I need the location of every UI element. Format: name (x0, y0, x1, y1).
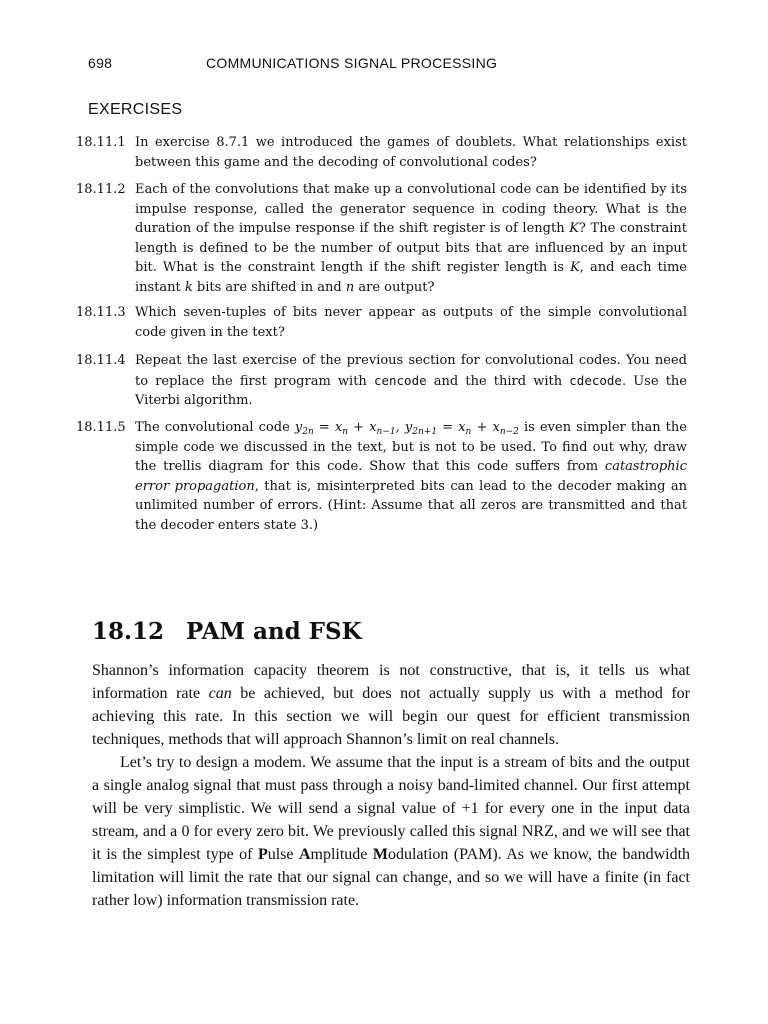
convolutional-code-equation (295, 420, 519, 435)
bold-initial: M (372, 846, 388, 863)
program-name-cencode: cencode (373, 372, 427, 388)
section-body (92, 659, 690, 912)
eq-subscript: n−1 (376, 427, 396, 437)
math-variable-K: K (569, 221, 579, 236)
exercise-text-part: The convolutional code (135, 420, 295, 435)
exercise-text-part: ? The constraint length is defined to be the number of output bits that are influenced by an input bit. What is the constraint length if the shift register length is (135, 221, 687, 275)
exercise-text: In exercise 8.7.1 we introduced the games of doublets. What relationships exist between this game and the decoding of convolutional codes? (135, 135, 687, 170)
section-heading (92, 618, 362, 645)
exercise-18-11-2 (76, 180, 696, 297)
eq-symbol: x (369, 420, 377, 435)
eq-subscript: n (465, 427, 472, 437)
exercises-heading: EXERCISES (88, 101, 183, 118)
math-variable-n: n (345, 279, 355, 295)
exercise-text (135, 180, 687, 297)
section-title: PAM and FSK (186, 618, 362, 645)
exercise-text-part: . Use the Viterbi algorithm. (135, 373, 687, 408)
exercise-number: 18.11.4 (76, 353, 126, 368)
eq-symbol: x (492, 420, 500, 435)
eq-subscript: 2n (302, 427, 314, 437)
eq-operator: = (313, 420, 335, 435)
paragraph-text: ulse (267, 846, 299, 863)
page-number: 698 (88, 55, 113, 71)
exercise-text-part: Each of the convolutions that make up a convolutional code can be identified by its impulse response, called the generator sequence in coding theory. What is the duration of the impulse response if the shift register is of length (135, 182, 687, 236)
exercise-text-part: is even simpler than the simple code we discussed in the text, but is not to be used. To find out why, draw the trellis diagram for this code. Show that this code suffers from (135, 420, 687, 474)
exercise-18-11-5 (76, 418, 696, 535)
emphasized-word: can (208, 685, 232, 702)
paragraph-text: (PAM). As we know, the bandwidth limitation will limit the rate that our signal can change, and so we will have a finite (in fact rather low) information transmission rate. (92, 846, 691, 909)
paragraph-text: mplitude (310, 846, 373, 863)
bold-initial: A (298, 846, 311, 863)
eq-symbol: x (458, 420, 466, 435)
math-variable-k: k (184, 279, 193, 295)
exercise-text-part: are output? (354, 279, 435, 295)
eq-symbol: x (334, 420, 343, 435)
exercise-18-11-4 (76, 351, 696, 411)
bold-initial: P (257, 846, 268, 863)
exercise-text-part: bits are shifted in and (192, 279, 346, 295)
paragraph-text: Shannon’s information capacity theorem is not constructive, that is, it tells us what information rate (92, 662, 690, 702)
exercise-number: 18.11.5 (76, 420, 126, 435)
eq-subscript: n (342, 427, 349, 437)
body-paragraph (92, 659, 690, 751)
section-number: 18.12 (92, 618, 165, 645)
exercise-text-part: , and each time instant (135, 260, 687, 295)
exercise-text-part: and the third with (426, 373, 570, 389)
exercise-text (135, 418, 687, 535)
paragraph-text: Let’s try to design a modem. We assume that the input is a stream of bits and the output a single analog signal that must pass through a noisy band-limited channel. Our first attempt will be very simplistic. We will send a signal value of +1 for every one in the input data stream, and a 0 for every zero bit. We previously called this signal NRZ, and we will see that it is the simplest type of (92, 754, 690, 863)
program-name-cdecode: cdecode (569, 372, 622, 388)
paragraph-text: odulation (387, 846, 449, 863)
exercise-text (135, 351, 687, 411)
eq-operator: + (471, 420, 493, 435)
eq-symbol: y (404, 420, 413, 435)
exercise-text: Which seven-tuples of bits never appear as outputs of the simple convolutional code given in the text? (135, 305, 687, 340)
emphasized-term: catastrophic error propagation (135, 459, 687, 494)
eq-operator: + (348, 420, 370, 435)
eq-symbol: y (294, 420, 303, 435)
exercise-number: 18.11.1 (76, 135, 126, 150)
running-title: COMMUNICATIONS SIGNAL PROCESSING (206, 55, 498, 71)
exercise-number: 18.11.3 (76, 305, 126, 320)
paragraph-text: be achieved, but does not actually supply us with a method for achieving this rate. In this section we will begin our quest for efficient transmission techniques, methods that will approach Shannon’s limit on real channels. (92, 685, 691, 748)
eq-operator: = (437, 420, 459, 435)
eq-operator: , (395, 420, 405, 435)
exercise-text-part: , that is, misinterpreted bits can lead to the decoder making an unlimited number of errors. (Hint: Assume that all zeros are transmitted and that the decoder enters state 3.) (135, 478, 688, 533)
exercise-18-11-1 (76, 133, 696, 172)
running-head (88, 55, 688, 75)
exercise-number: 18.11.2 (76, 182, 126, 197)
body-paragraph (92, 751, 690, 912)
exercise-text-part: Repeat the last exercise of the previous section for convolutional codes. You need to replace the first program with (135, 353, 687, 389)
math-variable-K: K (570, 260, 580, 275)
eq-subscript: n−2 (499, 427, 519, 437)
exercise-18-11-3 (76, 303, 696, 342)
eq-subscript: 2n+1 (412, 427, 438, 437)
